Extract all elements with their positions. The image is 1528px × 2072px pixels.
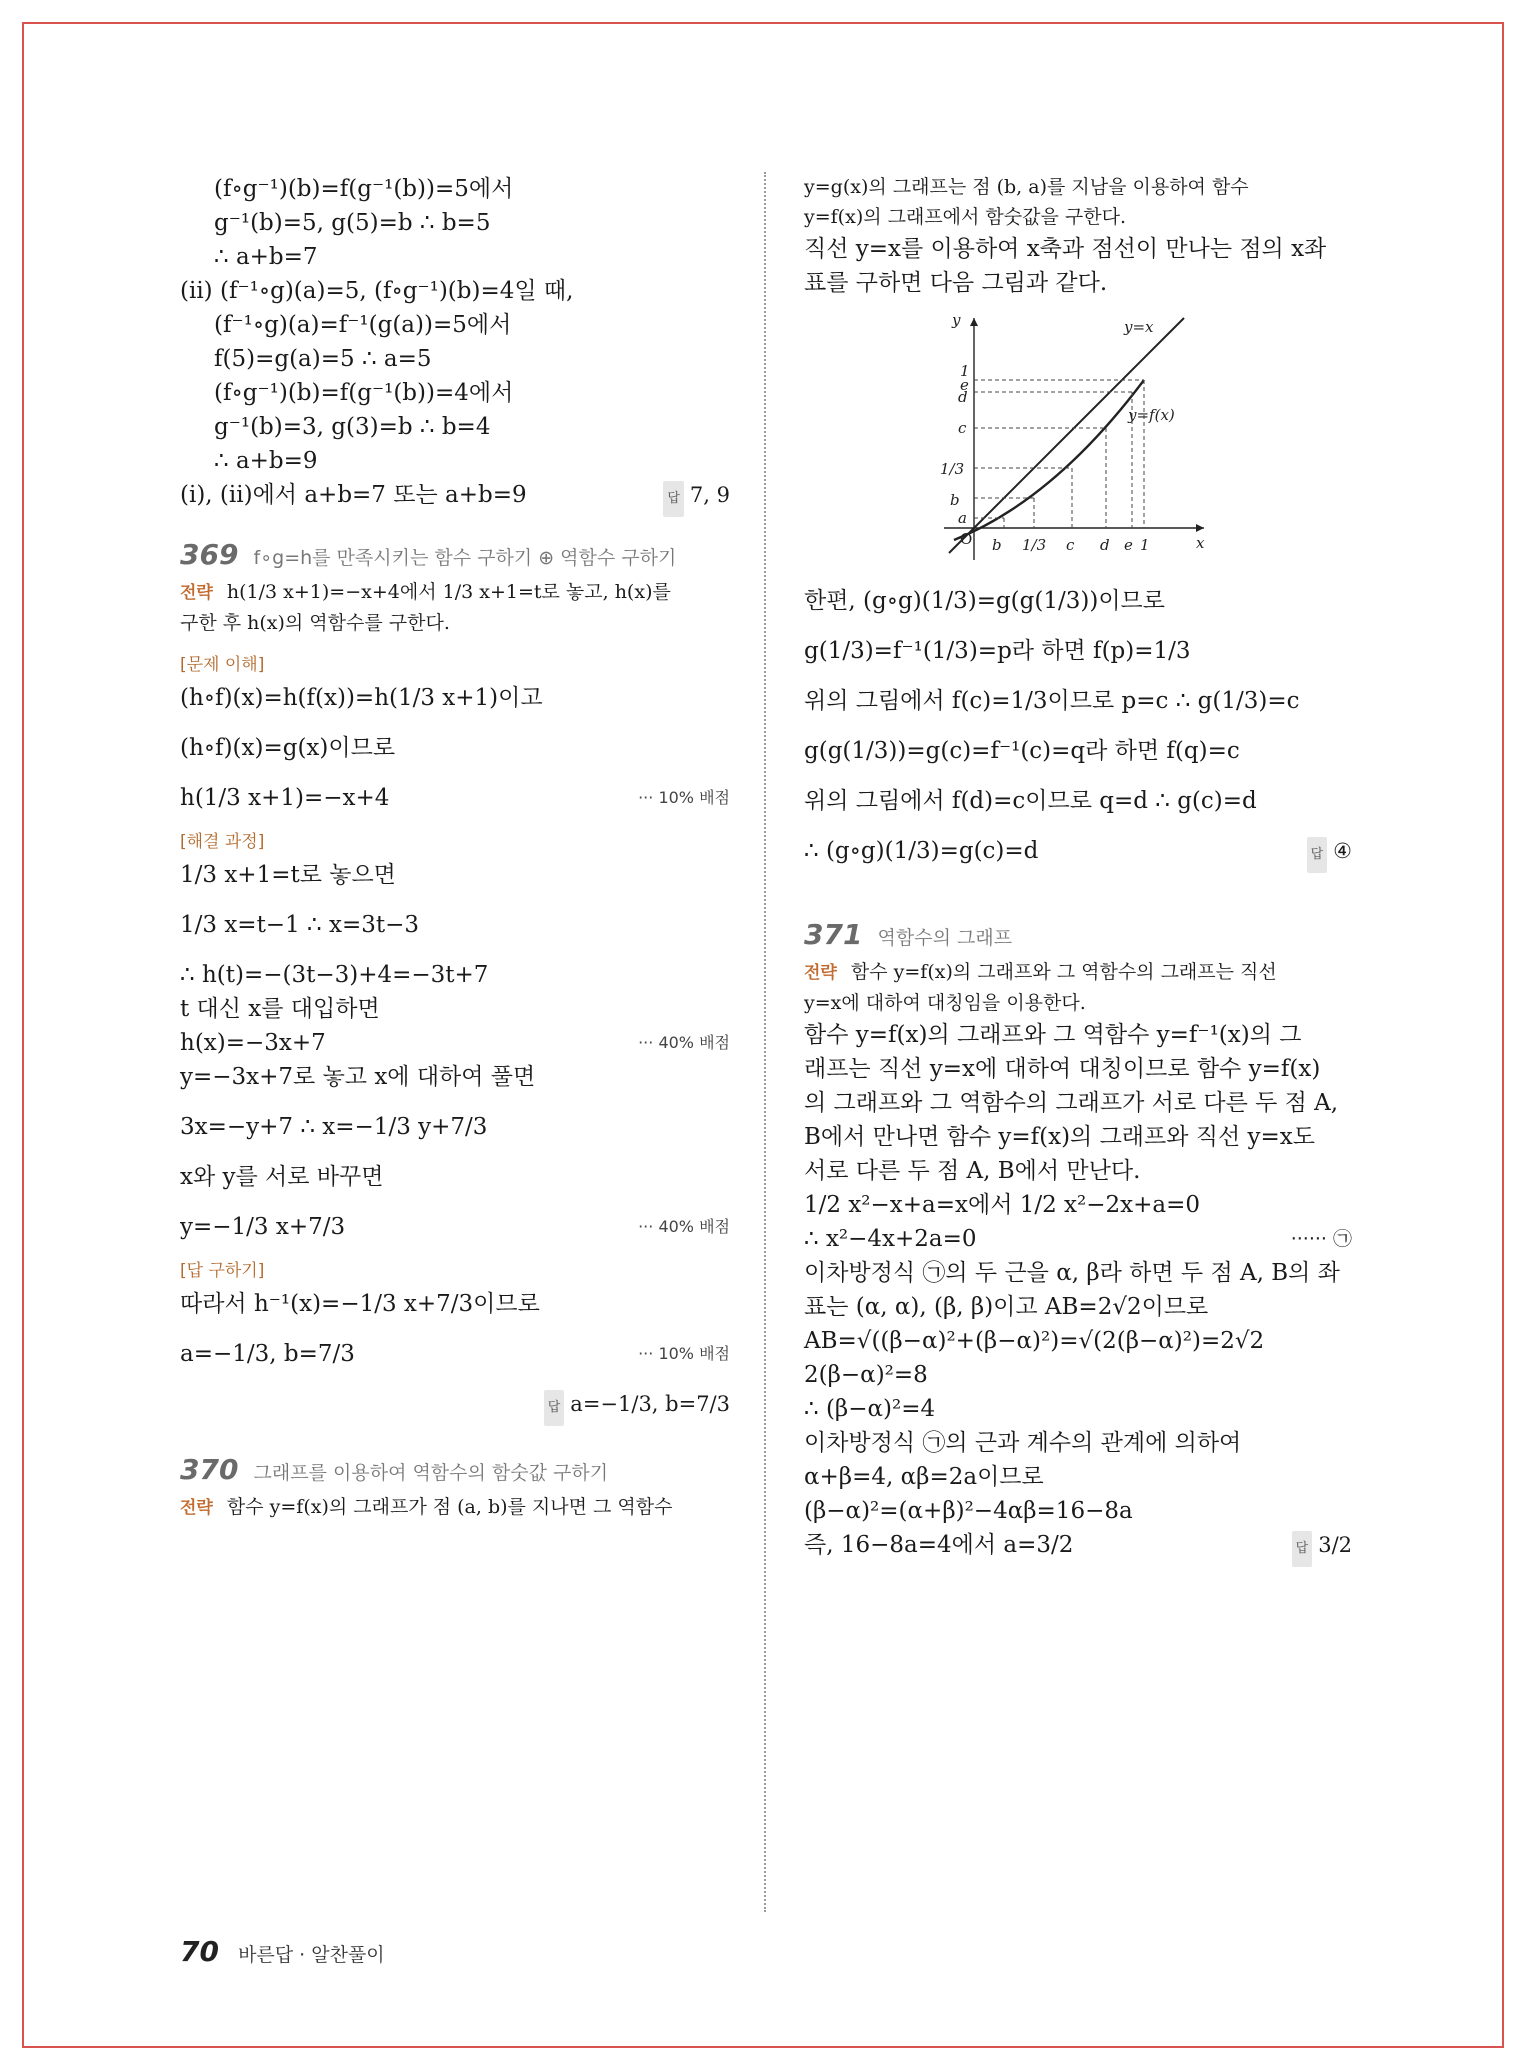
- eq-line: 2(β−α)²=8: [804, 1362, 928, 1388]
- right-column: [804, 172, 1352, 1562]
- strategy-line: y=f(x)의 그래프에서 함숫값을 구한다.: [804, 206, 1126, 228]
- eq-line: y=−3x+7로 놓고 x에 대하여 풀면: [180, 1064, 536, 1090]
- eq-text: h(1/3 x+1)=−x+4: [180, 785, 390, 811]
- answer-value: ④: [1333, 839, 1352, 863]
- section-label: [해결 과정]: [180, 832, 265, 852]
- page-footer: [180, 1935, 385, 1968]
- dashed-guides: [974, 380, 1144, 528]
- eq-line: ∴ a+b=9: [214, 448, 318, 474]
- text-line: 표를 구하면 다음 그림과 같다.: [804, 270, 1108, 296]
- eq-line: [180, 781, 730, 815]
- strategy-line: y=x에 대하여 대칭임을 이용한다.: [804, 992, 1086, 1014]
- equation-marker: ······ ㉠: [1290, 1228, 1352, 1250]
- strategy-line: [180, 577, 730, 608]
- problem-title: 역함수의 그래프: [877, 927, 1013, 949]
- strategy-label: 전략: [804, 963, 837, 983]
- answer-box: [544, 1387, 730, 1426]
- text-line: B에서 만나면 함수 y=f(x)의 그래프와 직선 y=x도: [804, 1124, 1315, 1150]
- curve-label: y=f(x): [1128, 406, 1175, 424]
- conclusion-line: [180, 478, 730, 512]
- problem-number: 369: [180, 538, 239, 571]
- x-tick: 1/3: [1022, 536, 1047, 554]
- eq-text: h(x)=−3x+7: [180, 1030, 326, 1056]
- answer-box: [1307, 834, 1352, 873]
- score-note: ··· 40% 배점: [638, 1033, 730, 1052]
- eq-text: ∴ x²−4x+2a=0: [804, 1226, 977, 1252]
- eq-line: (h∘f)(x)=g(x)이므로: [180, 735, 396, 761]
- eq-line: 위의 그림에서 f(c)=1/3이므로 p=c ∴ g(1/3)=c: [804, 688, 1300, 714]
- column-divider: [764, 172, 766, 1912]
- eq-text: 즉, 16−8a=4에서 a=3/2: [804, 1532, 1074, 1558]
- text-line: 의 그래프와 그 역함수의 그래프가 서로 다른 두 점 A,: [804, 1090, 1339, 1116]
- conclusion-text: (i), (ii)에서 a+b=7 또는 a+b=9: [180, 482, 527, 508]
- curve-f: [954, 380, 1144, 540]
- origin-label: O: [960, 530, 973, 548]
- eq-line: 3x=−y+7 ∴ x=−1/3 y+7/3: [180, 1114, 488, 1140]
- text-line: 이차방정식 ㉠의 근과 계수의 관계에 의하여: [804, 1430, 1242, 1456]
- answer-value: a=−1/3, b=7/3: [570, 1392, 730, 1416]
- eq-line: x와 y를 서로 바꾸면: [180, 1164, 384, 1190]
- score-note: ··· 40% 배점: [638, 1217, 730, 1236]
- eq-line: g⁻¹(b)=5, g(5)=b ∴ b=5: [214, 210, 491, 236]
- eq-line: AB=√((β−α)²+(β−α)²)=√(2(β−α)²)=2√2: [804, 1328, 1265, 1354]
- y-tick: a: [958, 509, 967, 527]
- text-line: 표는 (α, α), (β, β)이고 AB=2√2이므로: [804, 1294, 1209, 1320]
- y-tick: b: [950, 491, 960, 509]
- y-axis-label: y: [952, 311, 961, 329]
- eq-line: [180, 1210, 730, 1244]
- strategy-text: 함수 y=f(x)의 그래프와 그 역함수의 그래프는 직선: [850, 961, 1277, 983]
- answer-value: 3/2: [1318, 1533, 1352, 1557]
- problem-number: 371: [804, 918, 863, 951]
- eq-line: (β−α)²=(α+β)²−4αβ=16−8a: [804, 1498, 1133, 1524]
- y-tick: e: [960, 376, 969, 394]
- eq-text: a=−1/3, b=7/3: [180, 1341, 355, 1367]
- y-tick: c: [958, 419, 967, 437]
- x-tick: c: [1066, 536, 1075, 554]
- problem-title: 그래프를 이용하여 역함수의 함숫값 구하기: [253, 1462, 609, 1484]
- eq-line: 따라서 h⁻¹(x)=−1/3 x+7/3이므로: [180, 1291, 540, 1317]
- eq-line: [804, 834, 1352, 868]
- text-line: 래프는 직선 y=x에 대하여 대칭이므로 함수 y=f(x): [804, 1056, 1321, 1082]
- left-column: [180, 172, 730, 1523]
- strategy-text: 함수 y=f(x)의 그래프가 점 (a, b)를 지나면 그 역함수: [226, 1496, 673, 1518]
- y-tick: d: [958, 388, 968, 406]
- eq-line: ∴ (β−α)²=4: [804, 1396, 936, 1422]
- eq-line: f(5)=g(a)=5 ∴ a=5: [214, 346, 432, 372]
- eq-line: t 대신 x를 대입하면: [180, 996, 380, 1022]
- y-tick: 1/3: [940, 460, 965, 478]
- score-note: ··· 10% 배점: [638, 788, 730, 807]
- strategy-line: [804, 957, 1352, 988]
- strategy-text: h(1/3 x+1)=−x+4에서 1/3 x+1=t로 놓고, h(x)를: [226, 581, 671, 603]
- strategy-label: 전략: [180, 1498, 213, 1518]
- text-line: 서로 다른 두 점 A, B에서 만난다.: [804, 1158, 1141, 1184]
- strategy-line: [180, 1492, 730, 1523]
- eq-line: g(g(1/3))=g(c)=f⁻¹(c)=q라 하면 f(q)=c: [804, 738, 1240, 764]
- eq-line: α+β=4, αβ=2a이므로: [804, 1464, 1044, 1490]
- x-tick: b: [992, 536, 1002, 554]
- answer-tag: 답: [663, 481, 684, 517]
- x-tick: d: [1100, 536, 1110, 554]
- answer-line: [180, 1387, 730, 1427]
- eq-text: y=−1/3 x+7/3: [180, 1214, 346, 1240]
- eq-line: [804, 1528, 1352, 1562]
- score-note: ··· 10% 배점: [638, 1344, 730, 1363]
- text-line: 함수 y=f(x)의 그래프와 그 역함수 y=f⁻¹(x)의 그: [804, 1022, 1302, 1048]
- strategy-line: 구한 후 h(x)의 역함수를 구한다.: [180, 612, 450, 634]
- text-line: 이차방정식 ㉠의 두 근을 α, β라 하면 두 점 A, B의 좌: [804, 1260, 1340, 1286]
- section-label: [문제 이해]: [180, 655, 265, 675]
- eq-line: ∴ a+b=7: [214, 244, 318, 270]
- eq-line: [180, 1337, 730, 1371]
- section-label: [답 구하기]: [180, 1261, 265, 1281]
- eq-line: (f∘g⁻¹)(b)=f(g⁻¹(b))=5에서: [214, 176, 514, 202]
- eq-text: ∴ (g∘g)(1/3)=g(c)=d: [804, 838, 1039, 864]
- book-title: 바른답 · 알찬풀이: [238, 1944, 385, 1966]
- strategy-line: y=g(x)의 그래프는 점 (b, a)를 지남을 이용하여 함수: [804, 176, 1249, 198]
- eq-line: [180, 1026, 730, 1060]
- eq-line: (f∘g⁻¹)(b)=f(g⁻¹(b))=4에서: [214, 380, 514, 406]
- text-line: 직선 y=x를 이용하여 x축과 점선이 만나는 점의 x좌: [804, 236, 1327, 262]
- case-heading: (ii) (f⁻¹∘g)(a)=5, (f∘g⁻¹)(b)=4일 때,: [180, 278, 574, 304]
- problem-369-header: [180, 538, 730, 571]
- eq-line: g(1/3)=f⁻¹(1/3)=p라 하면 f(p)=1/3: [804, 638, 1191, 664]
- eq-line: (f⁻¹∘g)(a)=f⁻¹(g(a))=5에서: [214, 312, 512, 338]
- function-graph: [934, 310, 1214, 570]
- eq-line: (h∘f)(x)=h(f(x))=h(1/3 x+1)이고: [180, 685, 543, 711]
- eq-line: [804, 1222, 1352, 1256]
- eq-line: 1/3 x=t−1 ∴ x=3t−3: [180, 912, 419, 938]
- eq-line: g⁻¹(b)=3, g(3)=b ∴ b=4: [214, 414, 491, 440]
- answer-tag: 답: [544, 1390, 565, 1426]
- strategy-label: 전략: [180, 583, 213, 603]
- eq-line: 1/3 x+1=t로 놓으면: [180, 862, 396, 888]
- problem-number: 370: [180, 1453, 239, 1486]
- x-tick: 1: [1140, 536, 1150, 554]
- y-tick: 1: [960, 362, 970, 380]
- problem-371-header: [804, 918, 1352, 951]
- problem-title: f∘g=h를 만족시키는 함수 구하기 ⊕ 역함수 구하기: [253, 547, 677, 569]
- answer-box: [663, 478, 730, 517]
- eq-line: 한편, (g∘g)(1/3)=g(g(1/3))이므로: [804, 588, 1165, 614]
- line-label: y=x: [1124, 318, 1154, 336]
- eq-line: 위의 그림에서 f(d)=c이므로 q=d ∴ g(c)=d: [804, 788, 1257, 814]
- problem-370-header: [180, 1453, 730, 1486]
- x-axis-label: x: [1196, 534, 1205, 552]
- answer-value: 7, 9: [689, 483, 730, 507]
- answer-box: [1292, 1528, 1352, 1567]
- eq-line: ∴ h(t)=−(3t−3)+4=−3t+7: [180, 962, 489, 988]
- answer-tag: 답: [1292, 1531, 1313, 1567]
- answer-tag: 답: [1307, 837, 1328, 873]
- page-number: 70: [180, 1935, 219, 1968]
- x-tick: e: [1124, 536, 1133, 554]
- eq-line: 1/2 x²−x+a=x에서 1/2 x²−2x+a=0: [804, 1192, 1201, 1218]
